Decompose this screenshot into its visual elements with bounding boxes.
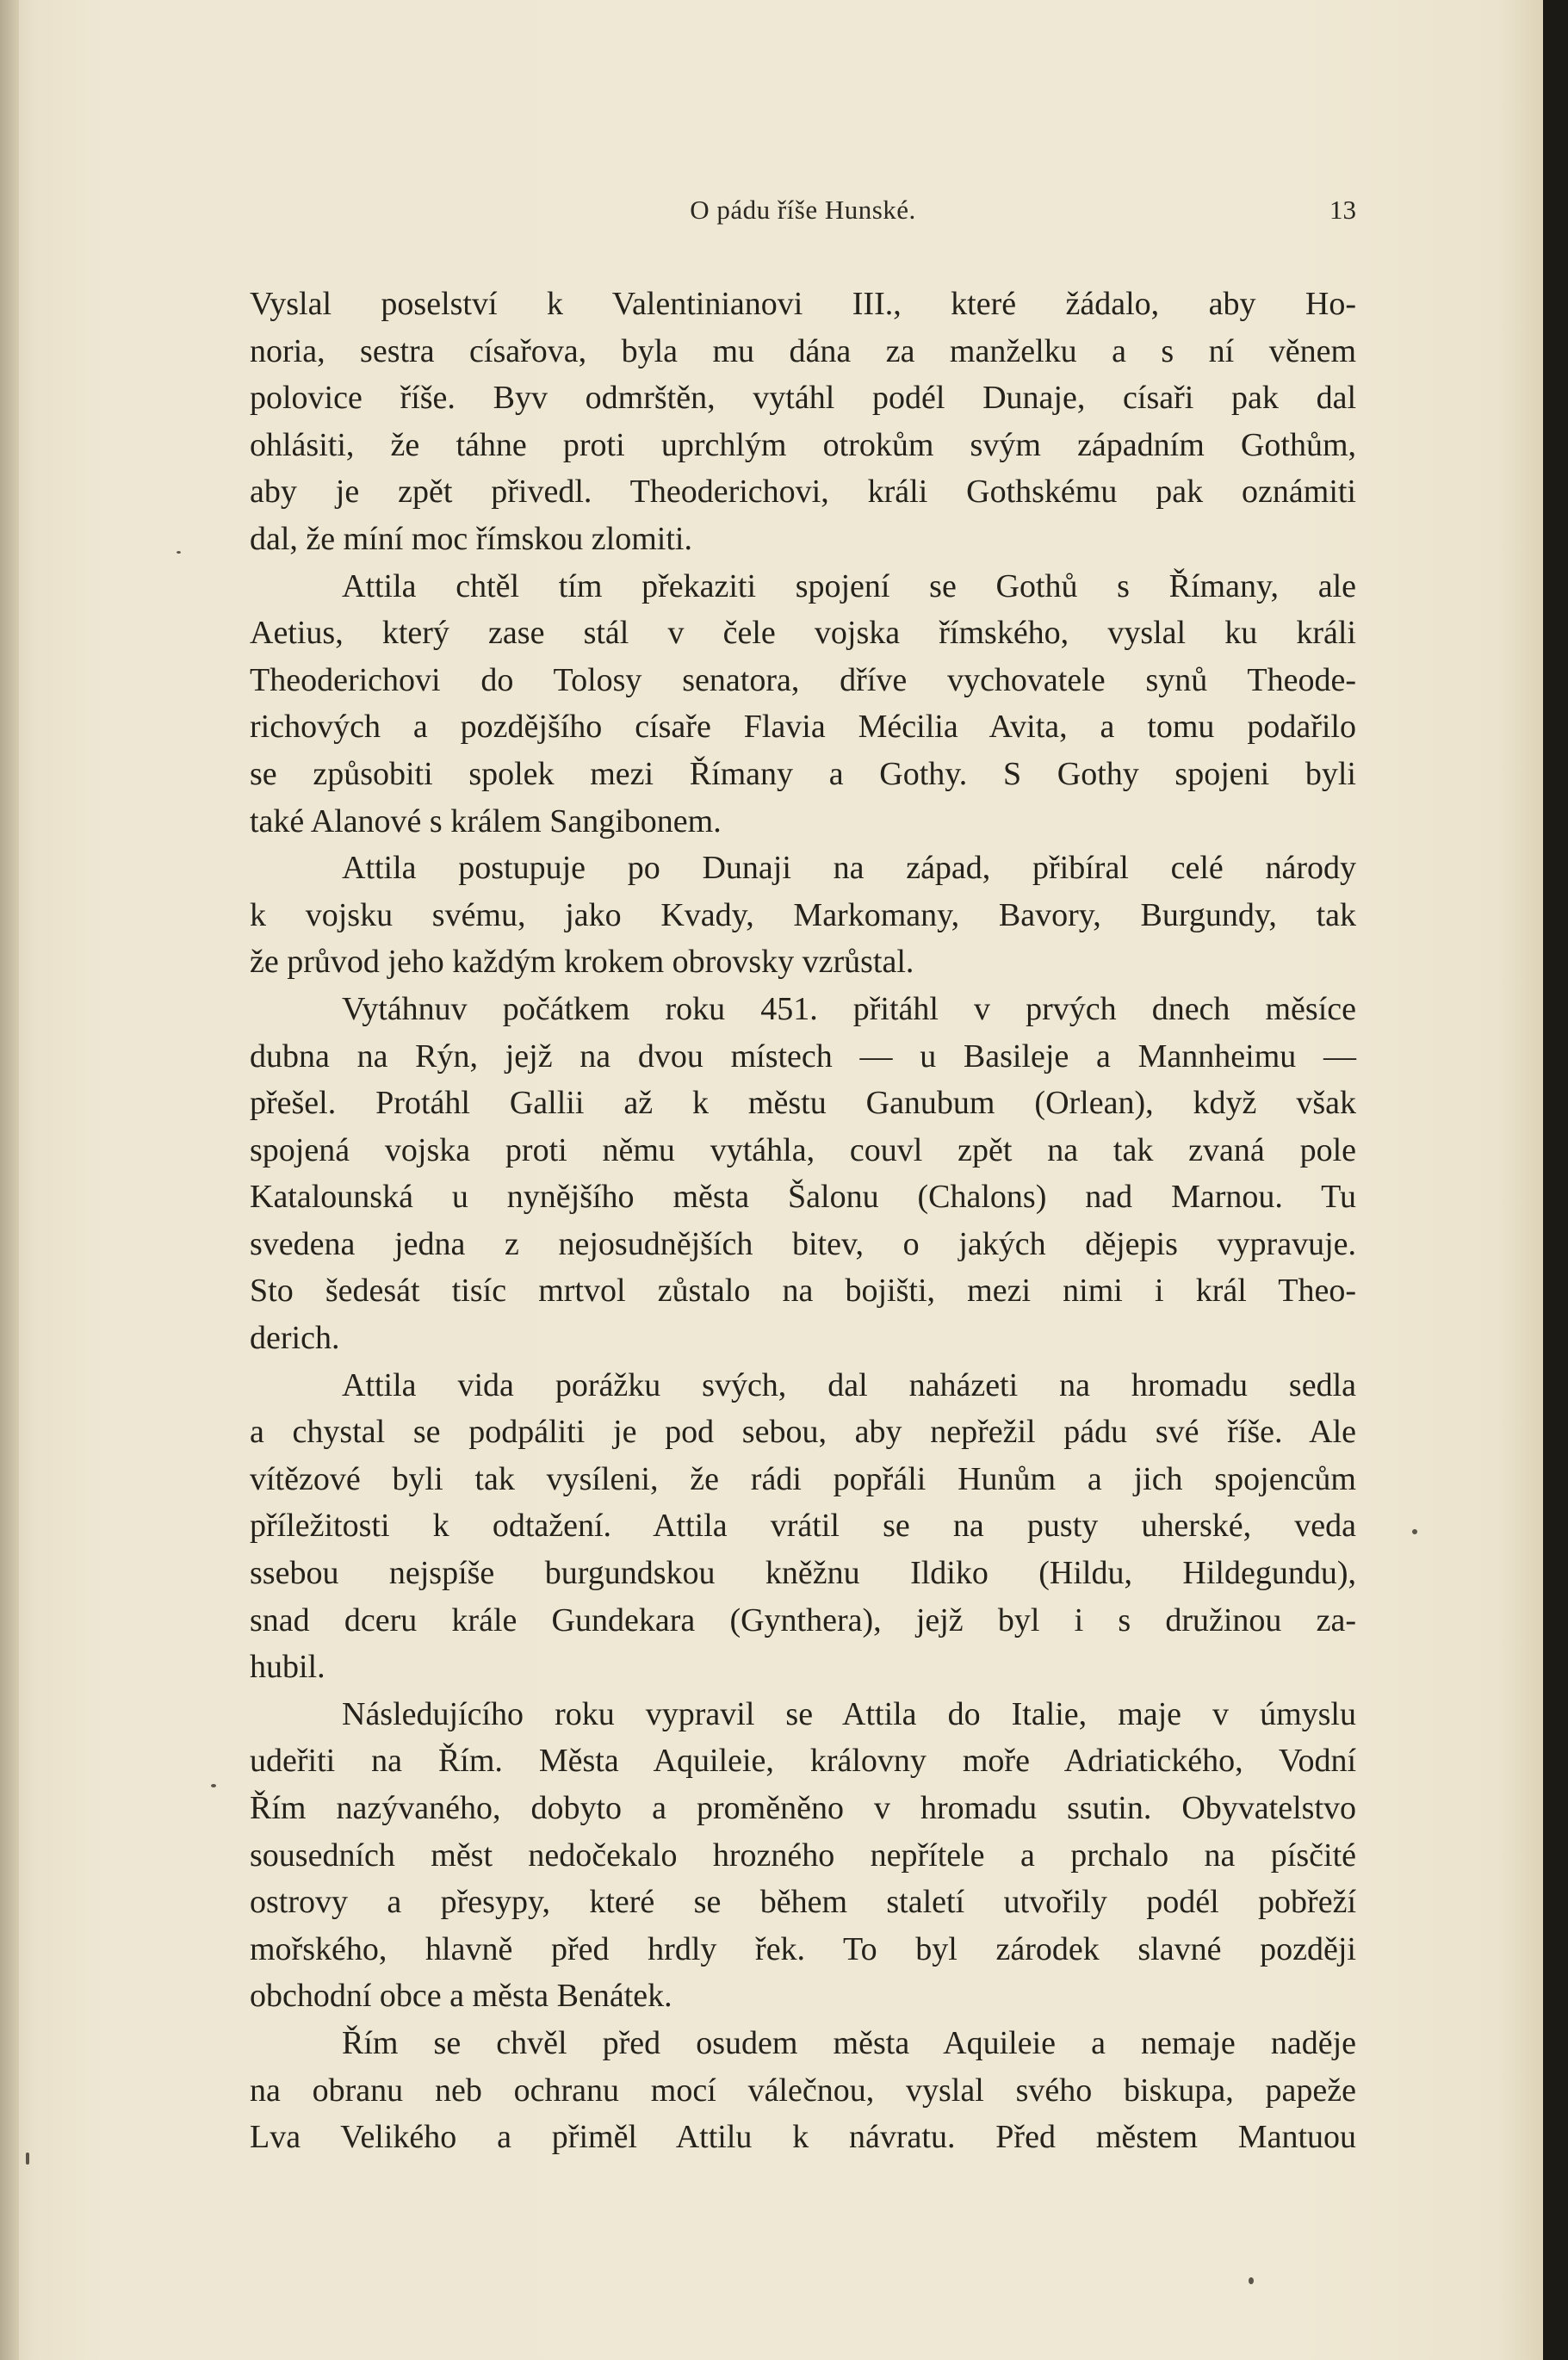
text-line: polovice říše. Byv odmrštěn, vytáhl podél Dunaje, císaři pak dal: [250, 380, 1356, 417]
text-line: Attila postupuje po Dunaji na západ, přibíral celé národy: [342, 850, 1356, 887]
text-line: snad dceru krále Gundekara (Gynthera), jejž byl i s družinou za-: [250, 1601, 1356, 1638]
text-line: příležitosti k odtažení. Attila vrátil se na pusty uherské, veda: [250, 1508, 1356, 1545]
text-line: hubil.: [250, 1649, 325, 1686]
text-line: spojená vojska proti němu vytáhla, couvl zpět na tak zvaná pole: [250, 1131, 1356, 1168]
page-number: 13: [1329, 195, 1356, 225]
text-line: derich.: [250, 1320, 340, 1357]
text-line: také Alanové s králem Sangibonem.: [250, 802, 722, 839]
text-line: ohlásiti, že táhne proti uprchlým otrokům svým západním Gothům,: [250, 426, 1356, 463]
text-line: Attila vida porážku svých, dal naházeti na hromadu sedla: [342, 1366, 1356, 1403]
text-line: Aetius, který zase stál v čele vojska římského, vyslal ku králi: [250, 615, 1356, 652]
text-line: Sto šedesát tisíc mrtvol zůstalo na bojišti, mezi nimi i král Theo-: [250, 1273, 1356, 1310]
text-line: obchodní obce a města Benátek.: [250, 1978, 672, 2015]
text-line: svedena jedna z nejosudnějších bitev, o jakých dějepis vypravuje.: [250, 1225, 1356, 1262]
running-title: O pádu říše Hunské.: [690, 195, 916, 225]
text-line: dubna na Rýn, jejž na dvou místech — u Basileje a Mannheimu —: [250, 1038, 1356, 1075]
text-line: k vojsku svému, jako Kvady, Markomany, Bavory, Burgundy, tak: [250, 896, 1356, 933]
text-line: mořského, hlavně před hrdly řek. To byl zárodek slavné později: [250, 1930, 1356, 1967]
text-line: udeřiti na Řím. Města Aquileie, královny moře Adriatického, Vodní: [250, 1743, 1356, 1780]
body-text: [250, 281, 1356, 2161]
text-line: Theoderichovi do Tolosy senatora, dříve vychovatele synů Theode-: [250, 661, 1356, 698]
text-line: Řím nazývaného, dobyto a proměněno v hromadu ssutin. Obyvatelstvo: [250, 1790, 1356, 1826]
text-line: Vytáhnuv počátkem roku 451. přitáhl v prvých dnech měsíce: [342, 990, 1356, 1027]
text-line: richových a pozdějšího císaře Flavia Mécilia Avita, a tomu podařilo: [250, 709, 1356, 746]
paper-speck: [26, 2152, 29, 2165]
paper-speck: [177, 551, 181, 554]
text-line: ostrovy a přesypy, které se během staletí utvořily podél pobřeží: [250, 1884, 1356, 1921]
text-line: Řím se chvěl před osudem města Aquileie a nemaje naděje: [342, 2024, 1356, 2061]
text-line: sousedních měst nedočekalo hrozného nepřítele a prchalo na písčité: [250, 1837, 1356, 1874]
text-line: Attila chtěl tím překaziti spojení se Gothů s Římany, ale: [342, 567, 1356, 604]
paper-speck: [1412, 1529, 1417, 1534]
text-line: Vyslal poselství k Valentinianovi III., které žádalo, aby Ho-: [250, 286, 1356, 322]
text-line: Lva Velikého a přiměl Attilu k návratu. Před městem Mantuou: [250, 2119, 1356, 2156]
paper-speck: [211, 1784, 216, 1787]
text-line: noria, sestra císařova, byla mu dána za manželku a s ní věnem: [250, 332, 1356, 369]
text-line: na obranu neb ochranu mocí válečnou, vyslal svého biskupa, papeže: [250, 2072, 1356, 2109]
text-line: přešel. Protáhl Gallii až k městu Ganubum (Orlean), když však: [250, 1085, 1356, 1122]
text-line: aby je zpět přivedl. Theoderichovi, králi Gothskému pak oznámiti: [250, 474, 1356, 511]
text-line: Následujícího roku vypravil se Attila do Italie, maje v úmyslu: [342, 1695, 1356, 1732]
running-header: [250, 195, 1356, 238]
paper-speck: [1249, 2277, 1254, 2284]
text-line: vítězové byli tak vysíleni, že rádi popřáli Hunům a jich spojencům: [250, 1460, 1356, 1497]
text-line: ssebou nejspíše burgundskou kněžnu Ildiko (Hildu, Hildegundu),: [250, 1555, 1356, 1592]
binding-shadow: [0, 0, 19, 2360]
text-line: dal, že míní moc římskou zlomiti.: [250, 520, 692, 557]
text-line: se způsobiti spolek mezi Římany a Gothy. S Gothy spojeni byli: [250, 755, 1356, 792]
text-line: a chystal se podpáliti je pod sebou, aby nepřežil pádu své říše. Ale: [250, 1414, 1356, 1451]
text-line: Katalounská u nynějšího města Šalonu (Chalons) nad Marnou. Tu: [250, 1179, 1356, 1216]
text-line: že průvod jeho každým krokem obrovsky vzrůstal.: [250, 944, 914, 981]
